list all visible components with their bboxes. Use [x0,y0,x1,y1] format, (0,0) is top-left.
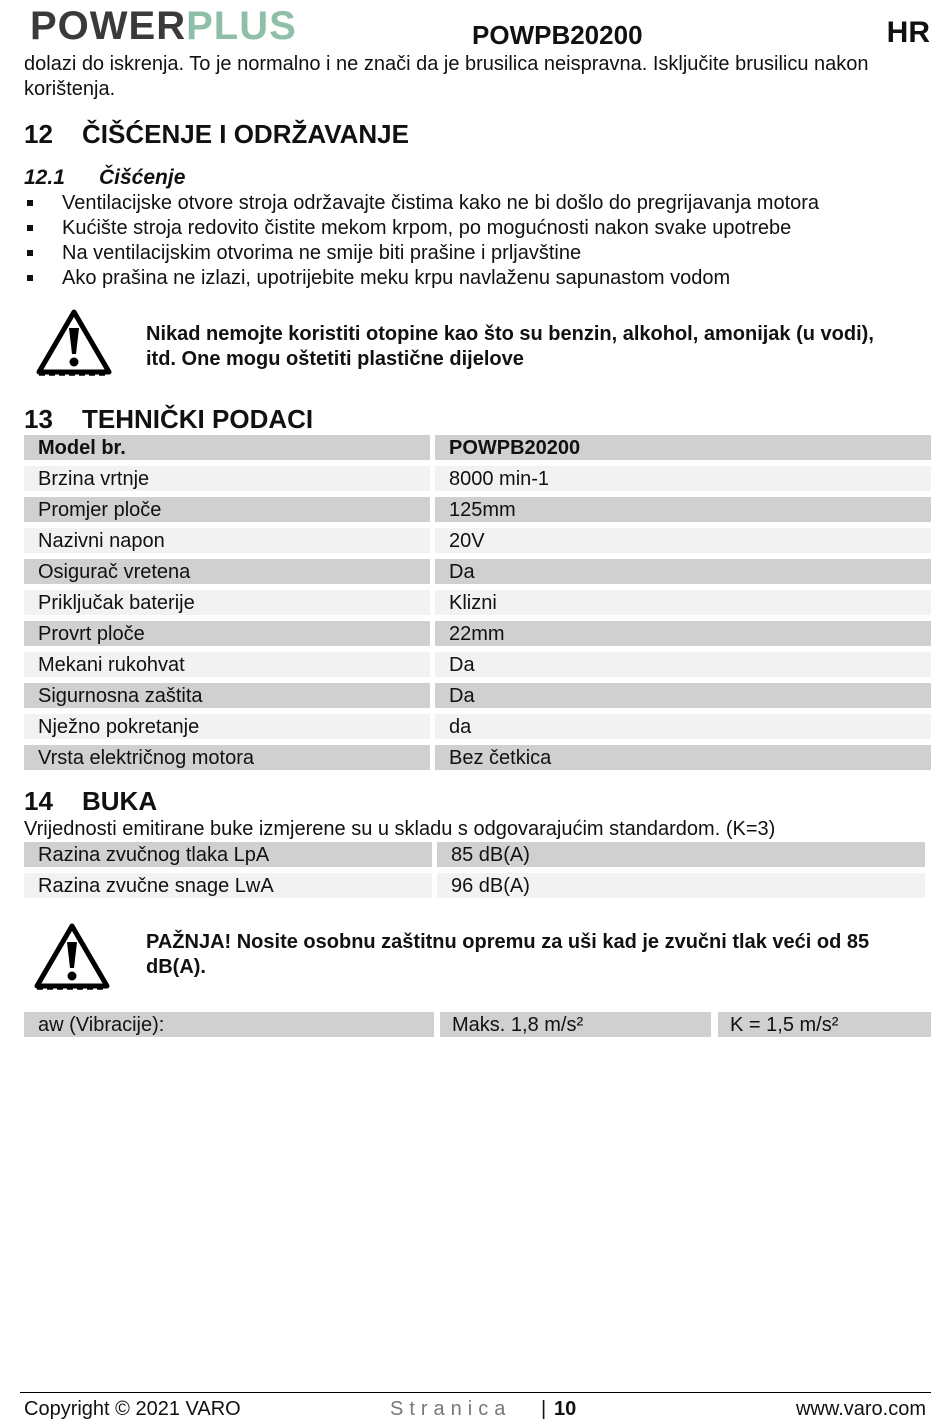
table-row [24,714,931,739]
vibration-value: Maks. 1,8 m/s² [440,1012,711,1037]
bullet-square-icon [27,250,33,256]
table-row [24,435,931,460]
spec-label: Brzina vrtnje [24,466,430,491]
vibration-uncertainty: K = 1,5 m/s² [718,1012,931,1037]
table-row [24,466,931,491]
spec-value: 8000 min-1 [435,466,931,491]
spec-value: Da [435,559,931,584]
spec-label: Model br. [24,435,430,460]
spec-label: Osigurač vretena [24,559,430,584]
noise-warning-text: PAŽNJA! Nosite osobnu zaštitnu opremu za uši kad je zvučni tlak veći od 85 dB(A). [146,931,870,978]
spec-label: Provrt ploče [24,621,430,646]
spec-value: Bez četkica [435,745,931,770]
warning-triangle-icon [36,308,112,376]
spec-label: Priključak baterije [24,590,430,615]
list-item: Na ventilacijskim otvorima ne smije biti prašine i prljavštine [24,241,934,266]
section-14-title: BUKA [82,786,158,816]
table-row [24,745,931,770]
section-14-number: 14 [24,786,53,816]
table-row [24,683,931,708]
section-12-1-title: Čišćenje [99,166,186,189]
spec-label: Nježno pokretanje [24,714,430,739]
section-12-title: ČIŠĆENJE I ODRŽAVANJE [82,119,409,149]
table-row [24,842,931,867]
bullet-square-icon [27,200,33,206]
spec-label: Nazivni napon [24,528,430,553]
bullet-square-icon [27,225,33,231]
spec-value: da [435,714,931,739]
header-model: POWPB20200 [472,20,643,50]
table-row [24,528,931,553]
footer-copyright: Copyright © 2021 VARO [24,1398,241,1420]
spec-value: Da [435,683,931,708]
noise-value: 96 dB(A) [437,873,925,898]
spec-value: 20V [435,528,931,553]
warning-triangle-icon [34,922,110,990]
section-14-heading [24,786,157,816]
list-item: Ventilacijske otvore stroja održavajte čistima kako ne bi došlo do pregrijavanja motora [24,191,934,216]
section-13-heading [24,404,313,434]
logo-part-power: POWER [30,4,187,48]
cleaning-warning-text: Nikad nemojte koristiti otopine kao što su benzin, alkohol, amonijak (u vodi), itd. One mogu oštetiti plastične dijelove [146,323,874,370]
cleaning-bullet-list [24,191,934,291]
vibration-row [24,1012,931,1037]
vibration-label: aw (Vibracije): [24,1012,434,1037]
footer-separator: | [541,1398,547,1420]
section-12-1-heading [24,166,185,190]
spec-value: 125mm [435,497,931,522]
footer-page-label: Stranica [390,1398,512,1420]
logo-part-plus: PLUS [186,4,297,48]
spec-label: Promjer ploče [24,497,430,522]
bullet-square-icon [27,275,33,281]
section-13-title: TEHNIČKI PODACI [82,404,314,434]
intro-paragraph: dolazi do iskrenja. To je normalno i ne znači da je brusilica neispravna. Isključite brusilicu nakon korištenja. [24,53,869,100]
section-12-heading [24,119,409,149]
spec-value: Da [435,652,931,677]
table-row [24,873,931,898]
brand-logo [30,4,297,48]
noise-value: 85 dB(A) [437,842,925,867]
spec-label: Sigurnosna zaštita [24,683,430,708]
section-12-number: 12 [24,119,53,149]
header-language: HR [886,16,930,49]
table-row [24,590,931,615]
table-row [24,497,931,522]
noise-intro-text: Vrijednosti emitirane buke izmjerene su u skladu s odgovarajućim standardom. (K=3) [24,818,776,840]
list-item: Ako prašina ne izlazi, upotrijebite meku krpu navlaženu sapunastom vodom [24,266,934,291]
list-item: Kućište stroja redovito čistite mekom krpom, po mogućnosti nakon svake upotrebe [24,216,934,241]
footer-divider [20,1392,931,1393]
spec-label: Vrsta električnog motora [24,745,430,770]
noise-label: Razina zvučnog tlaka LpA [24,842,432,867]
spec-value: Klizni [435,590,931,615]
table-row [24,652,931,677]
footer-url: www.varo.com [795,1398,926,1420]
footer-page-number: 10 [554,1398,577,1420]
section-13-number: 13 [24,404,53,434]
spec-label: Mekani rukohvat [24,652,430,677]
table-row [24,559,931,584]
noise-label: Razina zvučne snage LwA [24,873,432,898]
table-row [24,621,931,646]
section-12-1-number: 12.1 [24,166,65,189]
spec-value: POWPB20200 [435,435,931,460]
spec-value: 22mm [435,621,931,646]
